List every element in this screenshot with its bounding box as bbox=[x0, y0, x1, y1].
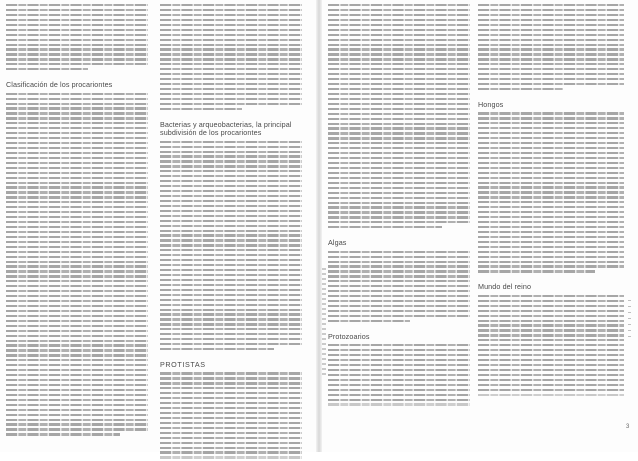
section-heading: Mundo del reino bbox=[478, 282, 532, 292]
left-page bbox=[0, 0, 318, 452]
section-heading: Bacterias y arqueobacterias, la principal subdivisión de los procariontes bbox=[160, 119, 292, 138]
text-block bbox=[328, 344, 470, 405]
text-block bbox=[478, 295, 624, 396]
section-heading: Clasificación de los procariontes bbox=[6, 80, 113, 90]
text-block bbox=[160, 372, 302, 458]
page-number: 3 bbox=[626, 424, 630, 430]
text-block bbox=[160, 141, 302, 351]
text-block bbox=[160, 4, 302, 110]
left-column-1 bbox=[6, 4, 148, 438]
margin-marks bbox=[322, 268, 326, 378]
text-block bbox=[6, 93, 148, 436]
page-edge-marks bbox=[628, 300, 631, 340]
right-column-1 bbox=[328, 4, 470, 408]
section-heading: Protozoarios bbox=[328, 331, 370, 341]
section-heading: Algas bbox=[328, 238, 347, 248]
right-column-2 bbox=[478, 4, 624, 399]
section-heading: PROTISTAS bbox=[160, 359, 206, 369]
text-block bbox=[478, 112, 624, 272]
text-block bbox=[6, 4, 148, 70]
text-block bbox=[328, 4, 470, 228]
text-block bbox=[328, 251, 470, 322]
text-block bbox=[478, 4, 624, 90]
left-column-2 bbox=[160, 4, 302, 461]
section-heading: Hongos bbox=[478, 99, 504, 109]
